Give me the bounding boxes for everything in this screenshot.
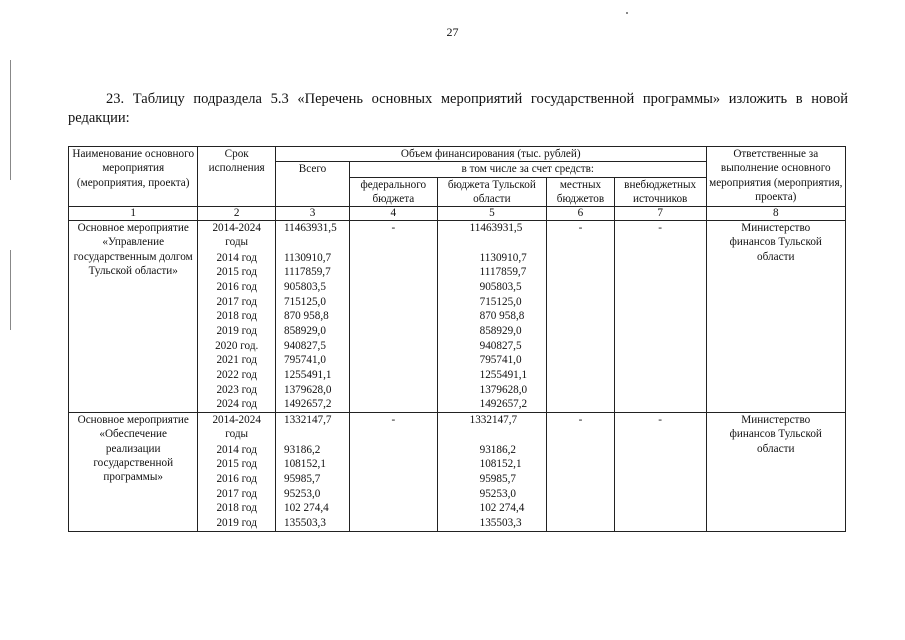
extra-value: - xyxy=(614,221,706,413)
local-value: - xyxy=(547,413,615,532)
year-label: 2020 год. xyxy=(215,339,259,352)
activity-term xyxy=(198,221,276,413)
activities-table xyxy=(68,146,846,532)
year-regional-value: 93186,2 xyxy=(479,443,516,456)
year-total-value: 1492657,2 xyxy=(283,398,332,411)
header-extra: внебюджетных источников xyxy=(614,177,706,207)
year-regional-value: 1130910,7 xyxy=(479,251,527,264)
year-label: 2015 год xyxy=(216,458,257,471)
page-number: 27 xyxy=(446,25,459,39)
year-regional-value: 905803,5 xyxy=(479,280,522,293)
header-funding: Объем финансирования (тыс. рублей) xyxy=(275,147,706,162)
year-label: 2024 год xyxy=(216,398,257,411)
year-total-value: 95253,0 xyxy=(283,487,321,500)
year-regional-value: 95985,7 xyxy=(479,472,516,485)
spacer xyxy=(440,236,545,251)
header-term: Срок исполнения xyxy=(198,147,276,207)
header-federal: федерального бюджета xyxy=(350,177,438,207)
year-total-value: 905803,5 xyxy=(283,280,326,293)
year-regional-value: 858929,0 xyxy=(479,325,522,337)
federal-value: - xyxy=(350,413,438,532)
year-label: 2015 год xyxy=(216,266,257,279)
column-index: 5 xyxy=(437,207,547,221)
column-index: 4 xyxy=(350,207,438,221)
year-label: 2021 год xyxy=(216,354,257,367)
header-regional: бюджета Тульской области xyxy=(437,177,547,207)
column-index: 7 xyxy=(614,207,706,221)
year-regional-value: 1117859,7 xyxy=(479,266,527,279)
regional-value: 1332147,7 xyxy=(469,414,518,427)
activities-body xyxy=(69,221,846,531)
year-total-value: 95985,7 xyxy=(283,472,321,485)
year-regional-value: 795741,0 xyxy=(479,354,522,367)
year-regional-value: 715125,0 xyxy=(479,295,522,308)
total-value: 11463931,5 xyxy=(283,222,337,235)
scan-edge-mark xyxy=(626,12,628,14)
header-local: местных бюджетов xyxy=(547,177,615,207)
year-total-value: 795741,0 xyxy=(283,354,326,367)
year-total-value: 1255491,1 xyxy=(283,369,332,382)
year-total-value: 870 958,8 xyxy=(283,310,329,323)
period-label: 2014-2024 годы xyxy=(212,414,261,441)
year-label: 2017 год xyxy=(216,487,257,500)
year-regional-value: 1379628,0 xyxy=(479,383,528,396)
activity-regional xyxy=(437,413,547,532)
year-total-value: 940827,5 xyxy=(283,339,326,352)
year-label: 2018 год xyxy=(216,502,257,515)
spacer xyxy=(278,236,347,251)
year-total-value: 102 274,4 xyxy=(283,502,329,515)
activity-term xyxy=(198,413,276,532)
year-label: 2016 год xyxy=(216,280,257,293)
year-total-value: 1130910,7 xyxy=(283,251,332,264)
activity-total xyxy=(275,413,349,532)
header-responsible: Ответственные за выполнение основного мероприятия (мероприятия, проекта) xyxy=(706,147,845,207)
column-index: 2 xyxy=(198,207,276,221)
year-label: 2019 год xyxy=(216,516,257,529)
spacer xyxy=(278,428,347,443)
year-total-value: 93186,2 xyxy=(283,443,321,456)
responsible-value: Министерство финансов Тульской области xyxy=(706,221,845,413)
year-total-value: 108152,1 xyxy=(283,458,326,471)
year-regional-value: 102 274,4 xyxy=(479,502,525,515)
year-regional-value: 1255491,1 xyxy=(479,369,528,382)
spacer xyxy=(440,428,545,443)
year-regional-value: 870 958,8 xyxy=(479,310,525,323)
year-total-value: 715125,0 xyxy=(283,295,326,308)
activity-total xyxy=(275,221,349,413)
table-row xyxy=(69,413,846,532)
year-label: 2014 год xyxy=(216,443,257,456)
year-total-value: 858929,0 xyxy=(283,325,326,337)
extra-value: - xyxy=(614,413,706,532)
year-label: 2023 год xyxy=(216,383,257,396)
regional-value: 11463931,5 xyxy=(469,222,523,235)
year-total-value: 1379628,0 xyxy=(283,383,332,396)
scan-edge-mark xyxy=(10,250,11,330)
year-regional-value: 940827,5 xyxy=(479,339,522,352)
activity-name: Основное мероприятие «Обеспечение реализации государственной программы» xyxy=(69,413,198,532)
column-index: 8 xyxy=(706,207,845,221)
header-total: Всего xyxy=(275,162,349,207)
year-regional-value: 135503,3 xyxy=(479,516,522,529)
year-regional-value: 108152,1 xyxy=(479,458,522,471)
header-name: Наименование основного мероприятия (мероприятия, проекта) xyxy=(69,147,198,207)
activity-name: Основное мероприятие «Управление государственным долгом Тульской области» xyxy=(69,221,198,413)
column-index: 3 xyxy=(275,207,349,221)
column-index: 1 xyxy=(69,207,198,221)
responsible-value: Министерство финансов Тульской области xyxy=(706,413,845,532)
table-row xyxy=(69,221,846,413)
year-total-value: 135503,3 xyxy=(283,516,326,529)
scan-edge-mark xyxy=(10,60,11,180)
year-label: 2016 год xyxy=(216,472,257,485)
year-label: 2017 год xyxy=(216,295,257,308)
year-label: 2022 год xyxy=(216,369,257,382)
header-including: в том числе за счет средств: xyxy=(350,162,706,177)
intro-paragraph: 23. Таблицу подраздела 5.3 «Перечень основных мероприятий государственной программы» изложить в новой редакции: xyxy=(68,91,848,126)
year-label: 2019 год xyxy=(216,325,257,338)
year-label: 2018 год xyxy=(216,310,257,323)
total-value: 1332147,7 xyxy=(283,414,332,427)
period-label: 2014-2024 годы xyxy=(212,222,261,249)
federal-value: - xyxy=(350,221,438,413)
year-regional-value: 95253,0 xyxy=(479,487,516,500)
activity-regional xyxy=(437,221,547,413)
year-total-value: 1117859,7 xyxy=(283,266,331,279)
local-value: - xyxy=(547,221,615,413)
column-index: 6 xyxy=(547,207,615,221)
year-regional-value: 1492657,2 xyxy=(479,398,528,411)
year-label: 2014 год xyxy=(216,251,257,264)
